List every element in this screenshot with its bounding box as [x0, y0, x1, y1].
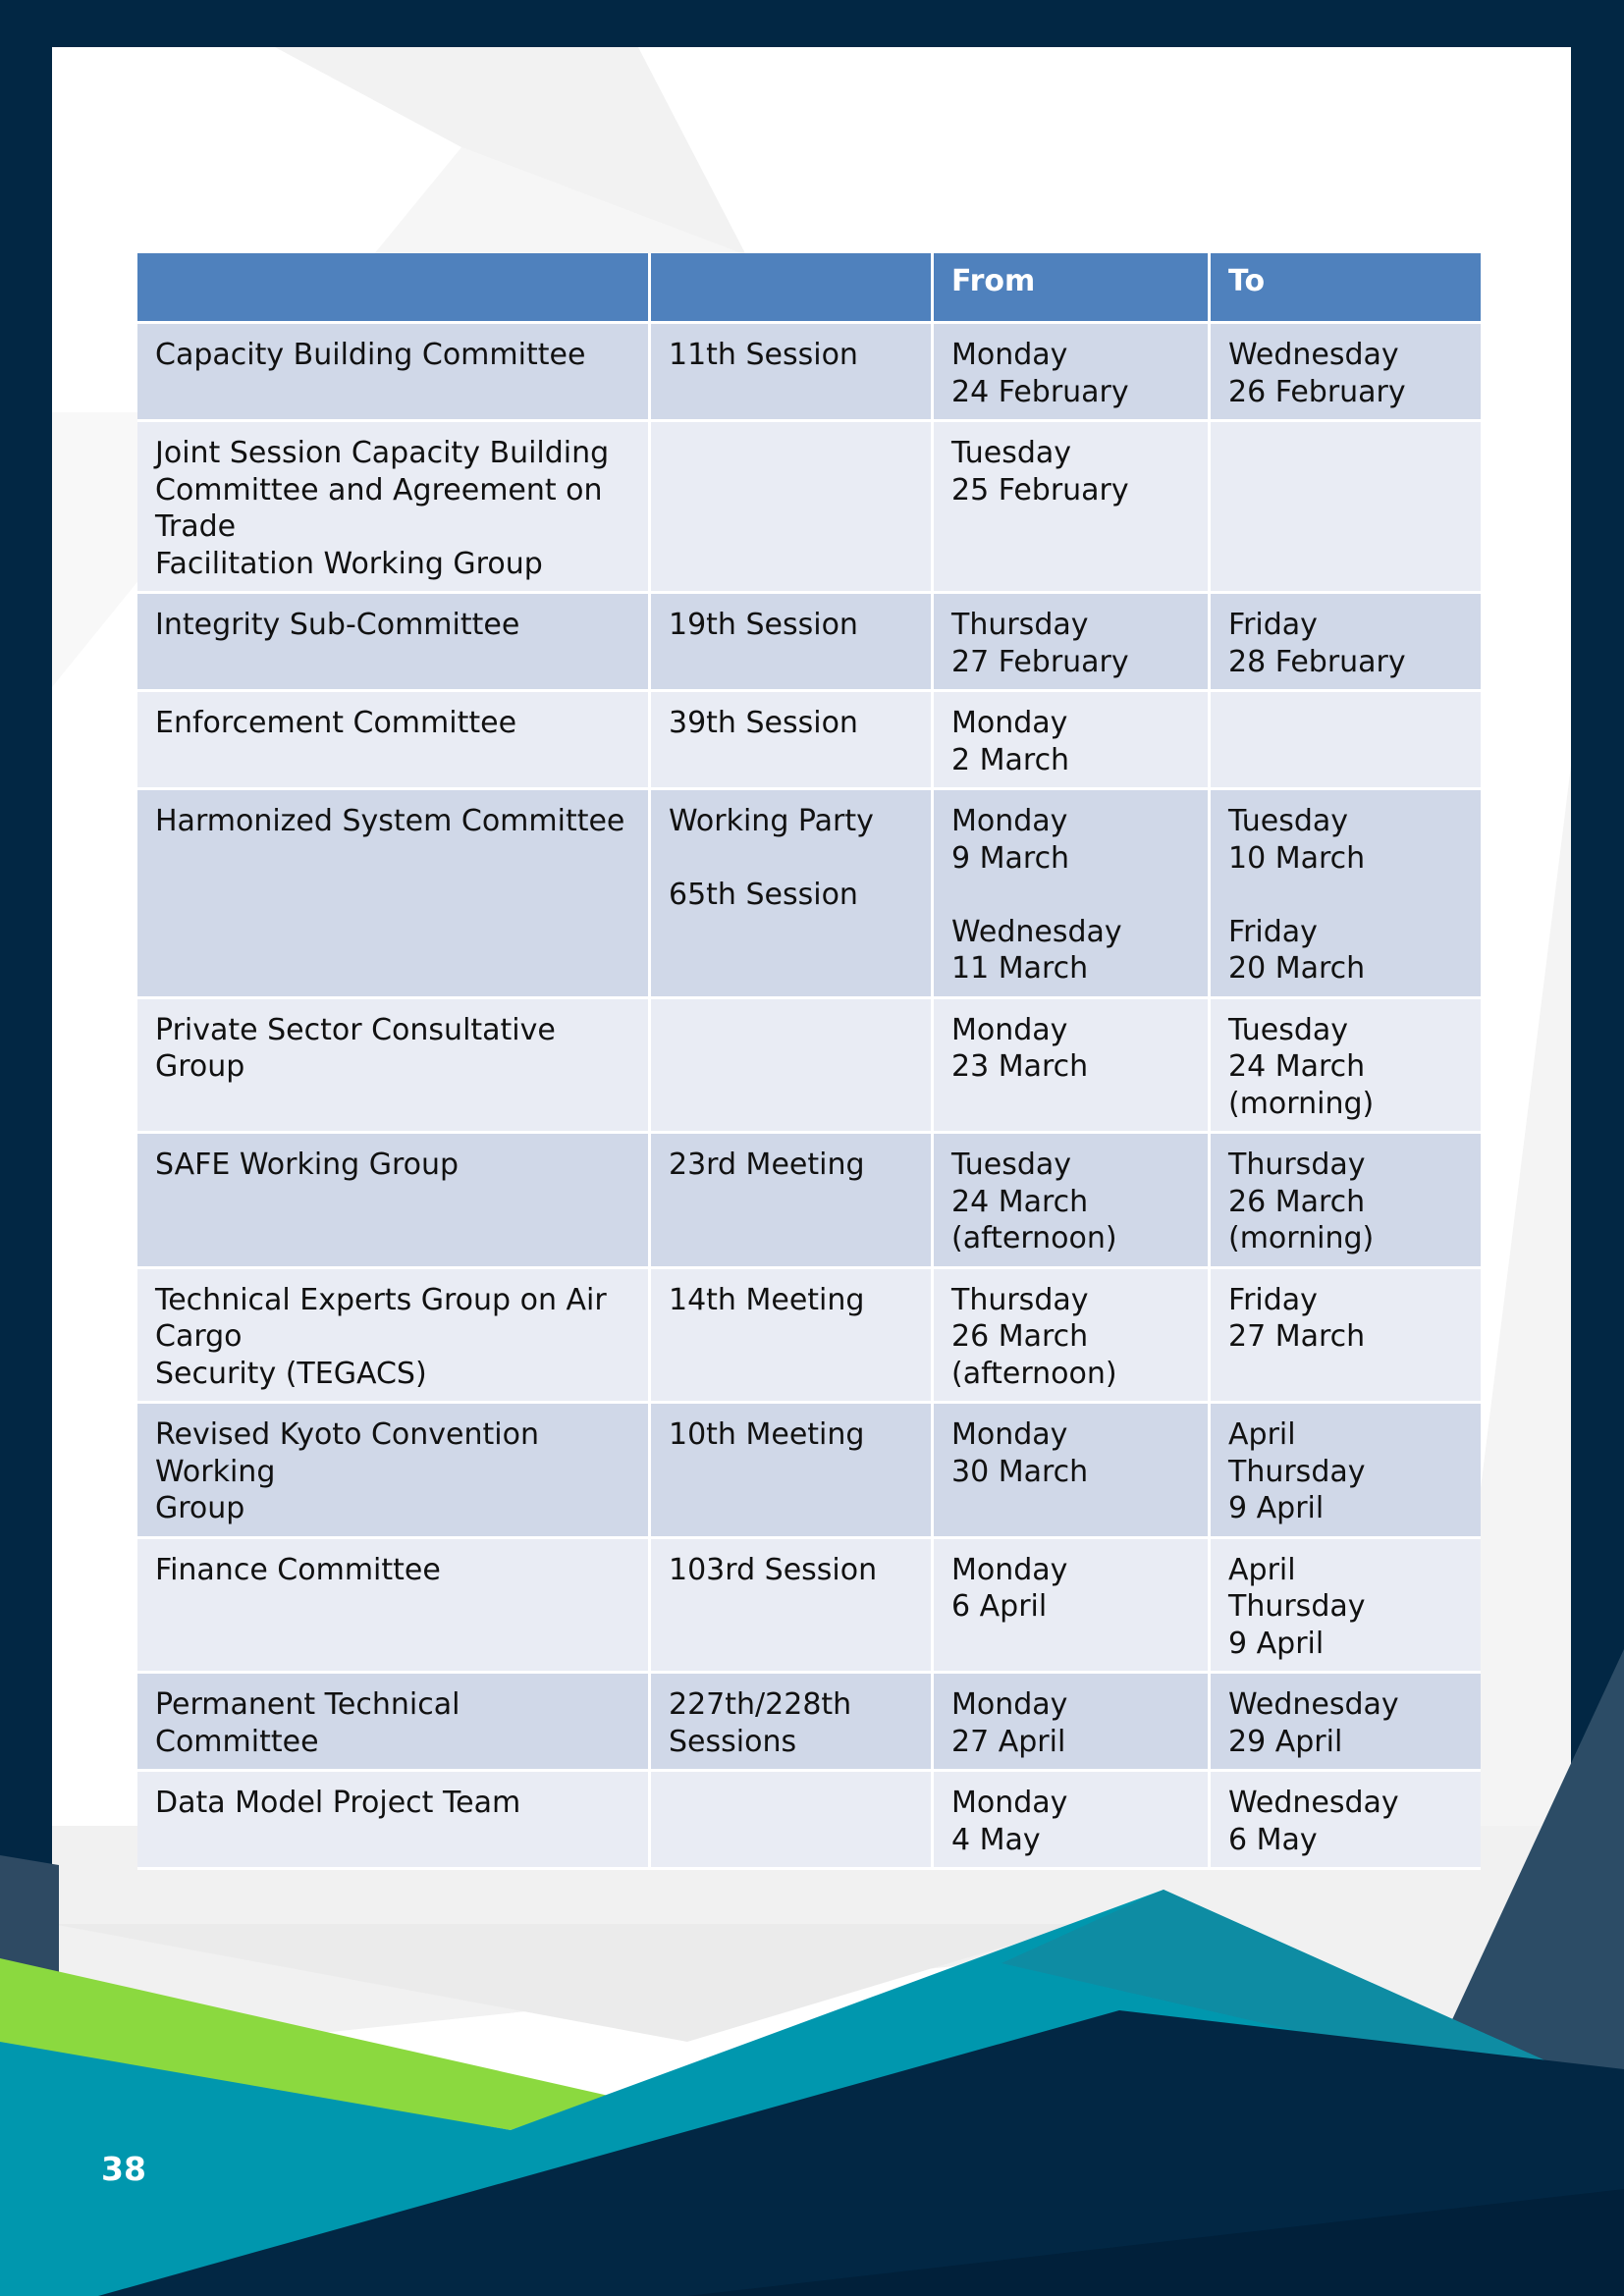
cell-from: Monday 24 February	[934, 324, 1211, 422]
cell-to: Tuesday 24 March (morning)	[1211, 999, 1481, 1135]
cell-from: Monday 23 March	[934, 999, 1211, 1135]
cell-from: Tuesday 24 March (afternoon)	[934, 1134, 1211, 1269]
header-row	[137, 253, 1481, 324]
cell-to: Thursday 26 March (morning)	[1211, 1134, 1481, 1269]
table-row	[137, 790, 1481, 999]
cell-session: 23rd Meeting	[651, 1134, 934, 1269]
cell-from: Monday 6 April	[934, 1539, 1211, 1675]
cell-session	[651, 999, 934, 1135]
cell-committee: SAFE Working Group	[137, 1134, 651, 1269]
cell-to	[1211, 692, 1481, 790]
header-committee	[137, 253, 651, 324]
cell-to: Friday 27 March	[1211, 1269, 1481, 1405]
header-to: To	[1211, 253, 1481, 324]
cell-to: Wednesday 29 April	[1211, 1674, 1481, 1772]
cell-from: Tuesday 25 February	[934, 422, 1211, 594]
cell-session: 39th Session	[651, 692, 934, 790]
cell-from: Monday 27 April	[934, 1674, 1211, 1772]
cell-from: Thursday 27 February	[934, 594, 1211, 692]
header-from: From	[934, 253, 1211, 324]
cell-session: 103rd Session	[651, 1539, 934, 1675]
cell-to: April Thursday 9 April	[1211, 1539, 1481, 1675]
table-body	[137, 324, 1481, 1870]
cell-committee: Technical Experts Group on Air Cargo Security (TEGACS)	[137, 1269, 651, 1405]
cell-session: 227th/228th Sessions	[651, 1674, 934, 1772]
cell-session: 14th Meeting	[651, 1269, 934, 1405]
cell-committee: Private Sector Consultative Group	[137, 999, 651, 1135]
table-row	[137, 422, 1481, 594]
cell-committee: Data Model Project Team	[137, 1772, 651, 1870]
cell-to: April Thursday 9 April	[1211, 1404, 1481, 1539]
table-row	[137, 1772, 1481, 1870]
table-row	[137, 1674, 1481, 1772]
cell-to: Wednesday 6 May	[1211, 1772, 1481, 1870]
cell-to	[1211, 422, 1481, 594]
cell-to: Tuesday 10 March Friday 20 March	[1211, 790, 1481, 999]
table-row	[137, 1539, 1481, 1675]
cell-to: Wednesday 26 February	[1211, 324, 1481, 422]
table-row	[137, 1134, 1481, 1269]
table-row	[137, 1269, 1481, 1405]
cell-from: Monday 2 March	[934, 692, 1211, 790]
meeting-schedule-table	[137, 253, 1481, 1870]
header-session	[651, 253, 934, 324]
cell-from: Monday 30 March	[934, 1404, 1211, 1539]
cell-committee: Enforcement Committee	[137, 692, 651, 790]
table-row	[137, 692, 1481, 790]
cell-to: Friday 28 February	[1211, 594, 1481, 692]
cell-session: 11th Session	[651, 324, 934, 422]
cell-committee: Integrity Sub-Committee	[137, 594, 651, 692]
cell-session	[651, 422, 934, 594]
cell-from: Monday 4 May	[934, 1772, 1211, 1870]
table-header	[137, 253, 1481, 324]
cell-from: Monday 9 March Wednesday 11 March	[934, 790, 1211, 999]
cell-committee: Harmonized System Committee	[137, 790, 651, 999]
table-row	[137, 1404, 1481, 1539]
table-row	[137, 999, 1481, 1135]
table-row	[137, 594, 1481, 692]
cell-committee: Capacity Building Committee	[137, 324, 651, 422]
page-number: 38	[101, 2150, 146, 2188]
table-row	[137, 324, 1481, 422]
cell-from: Thursday 26 March (afternoon)	[934, 1269, 1211, 1405]
cell-committee: Joint Session Capacity Building Committee and Agreement on Trade Facilitation Working Group	[137, 422, 651, 594]
cell-committee: Permanent Technical Committee	[137, 1674, 651, 1772]
cell-session	[651, 1772, 934, 1870]
cell-committee: Finance Committee	[137, 1539, 651, 1675]
cell-session: 10th Meeting	[651, 1404, 934, 1539]
cell-committee: Revised Kyoto Convention Working Group	[137, 1404, 651, 1539]
cell-session: Working Party 65th Session	[651, 790, 934, 999]
cell-session: 19th Session	[651, 594, 934, 692]
